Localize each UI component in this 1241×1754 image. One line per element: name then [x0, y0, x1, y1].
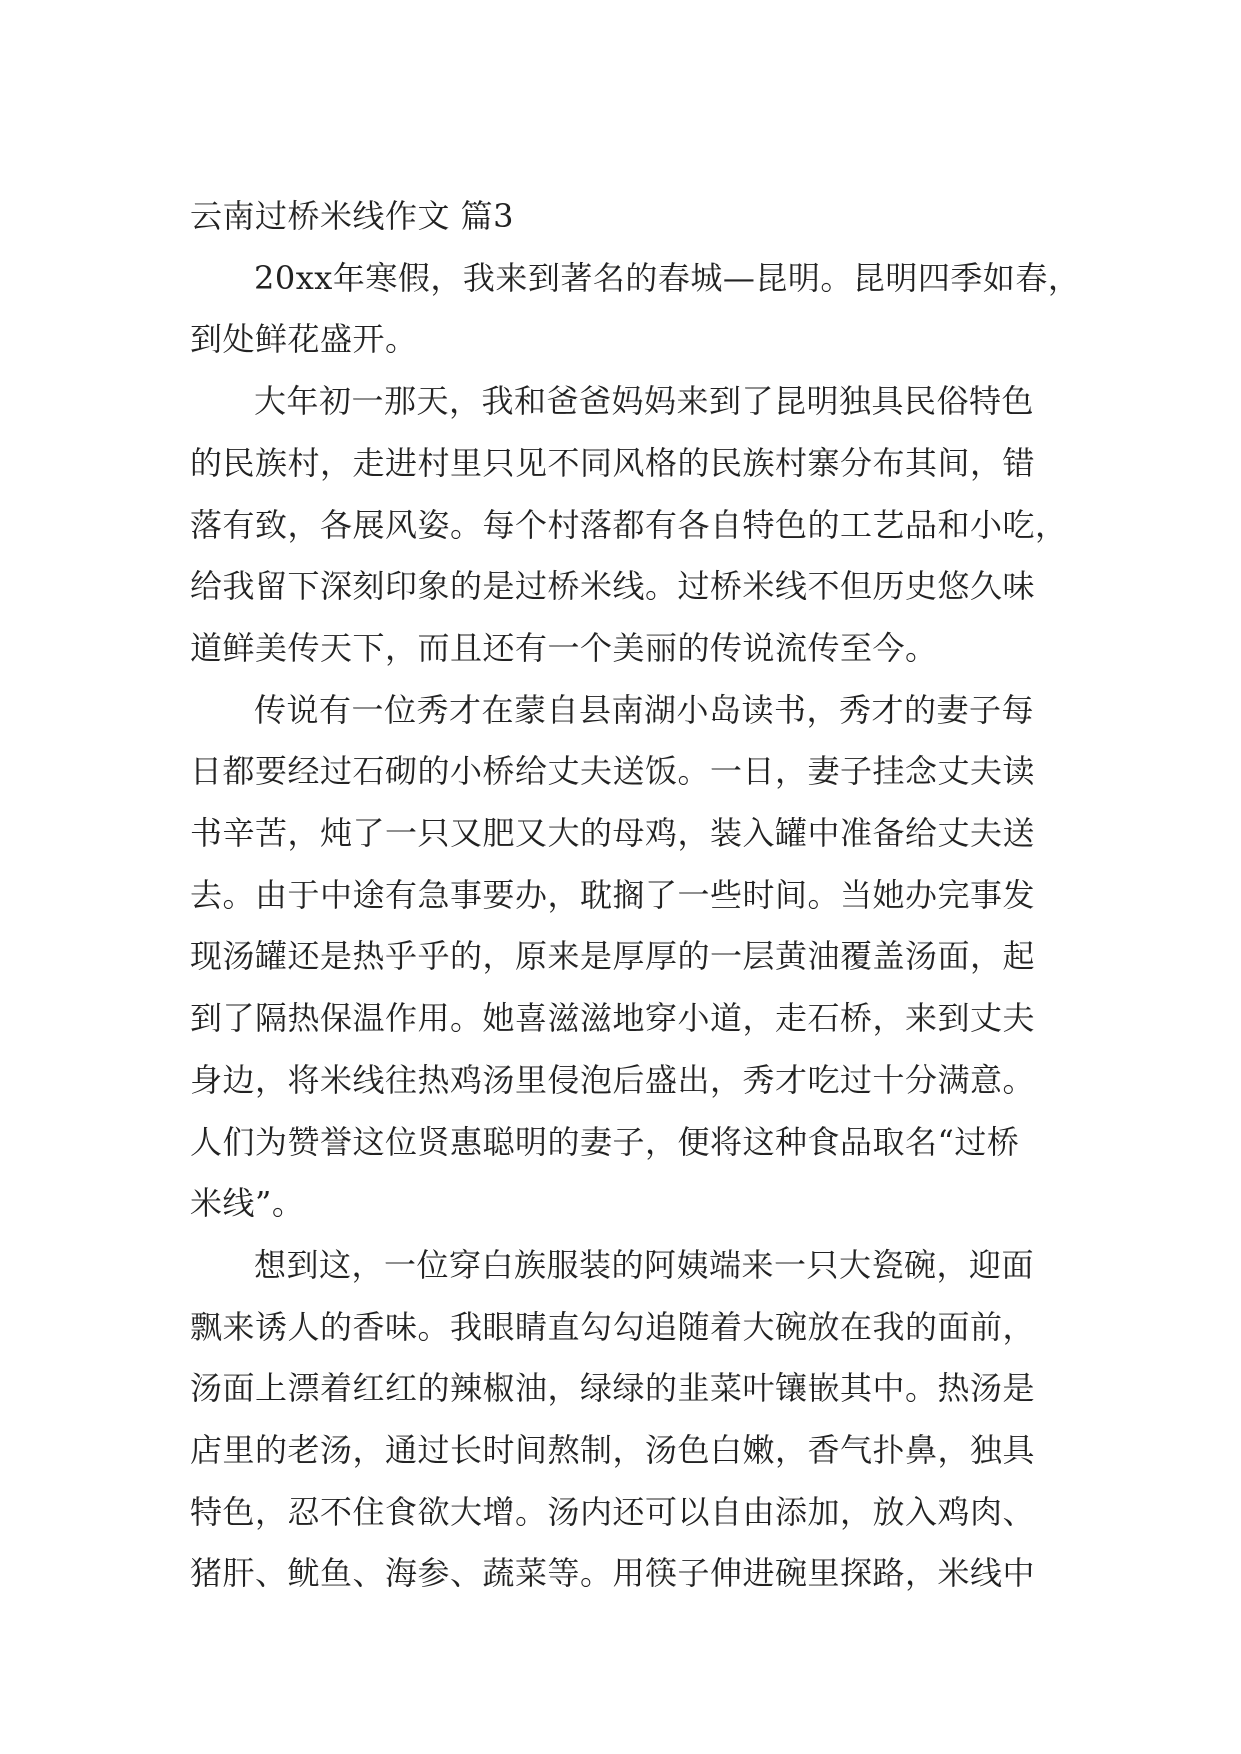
paragraph-line: 大年初一那天，我和爸爸妈妈来到了昆明独具民俗特色 [254, 382, 1035, 421]
paragraph-line: 道鲜美传天下，而且还有一个美丽的传说流传至今。 [190, 628, 938, 667]
paragraph-line: 人们为赞誉这位贤惠聪明的妻子，便将这种食品取名“过桥 [190, 1122, 1020, 1161]
paragraph [190, 371, 1068, 680]
paragraph-line: 书辛苦，炖了一只又肥又大的母鸡，装入罐中准备给丈夫送 [190, 814, 1036, 853]
paragraph-line: 店里的老汤，通过长时间熬制，汤色白嫩，香气扑鼻，独具 [190, 1431, 1036, 1470]
paragraph-line: 日都要经过石砌的小桥给丈夫送饭。一日，妻子挂念丈夫读 [190, 752, 1036, 791]
document-body [190, 186, 1081, 1605]
paragraph-line: 落有致，各展风姿。每个村落都有各自特色的工艺品和小吃， [190, 505, 1068, 544]
paragraph-line: 现汤罐还是热乎乎的，原来是厚厚的一层黄油覆盖汤面，起 [190, 937, 1036, 976]
paragraph-line: 20xx年寒假，我来到著名的春城—昆明。昆明四季如春， [254, 258, 1081, 297]
paragraph-line: 飘来诱人的香味。我眼睛直勾勾追随着大碗放在我的面前， [190, 1307, 1036, 1346]
paragraph-line: 身边，将米线往热鸡汤里侵泡后盛出，秀才吃过十分满意。 [190, 1060, 1036, 1099]
paragraph [190, 680, 1060, 1235]
paragraph-line: 想到这，一位穿白族服装的阿姨端来一只大瓷碗，迎面 [254, 1245, 1035, 1284]
document-title: 云南过桥米线作文 篇3 [190, 197, 515, 235]
paragraph-line: 米线”。 [190, 1184, 305, 1223]
paragraph-line: 去。由于中途有急事要办，耽搁了一些时间。当她办完事发 [190, 875, 1036, 914]
paragraph-line: 给我留下深刻印象的是过桥米线。过桥米线不但历史悠久味 [190, 567, 1036, 606]
paragraph [190, 248, 1081, 371]
paragraph-line: 传说有一位秀才在蒙自县南湖小岛读书，秀才的妻子每 [254, 690, 1035, 729]
paragraph-line: 到处鲜花盛开。 [190, 320, 418, 359]
paragraph-line: 汤面上漂着红红的辣椒油，绿绿的韭菜叶镶嵌其中。热汤是 [190, 1369, 1036, 1408]
paragraph-line: 猪肝、鱿鱼、海参、蔬菜等。用筷子伸进碗里探路，米线中 [190, 1554, 1036, 1593]
paragraph-line: 到了隔热保温作用。她喜滋滋地穿小道，走石桥，来到丈夫 [190, 999, 1036, 1038]
paragraph-line: 特色，忍不住食欲大增。汤内还可以自由添加，放入鸡肉、 [190, 1492, 1036, 1531]
paragraph-line: 的民族村，走进村里只见不同风格的民族村寨分布其间，错 [190, 443, 1036, 482]
paragraph [190, 1235, 1060, 1605]
